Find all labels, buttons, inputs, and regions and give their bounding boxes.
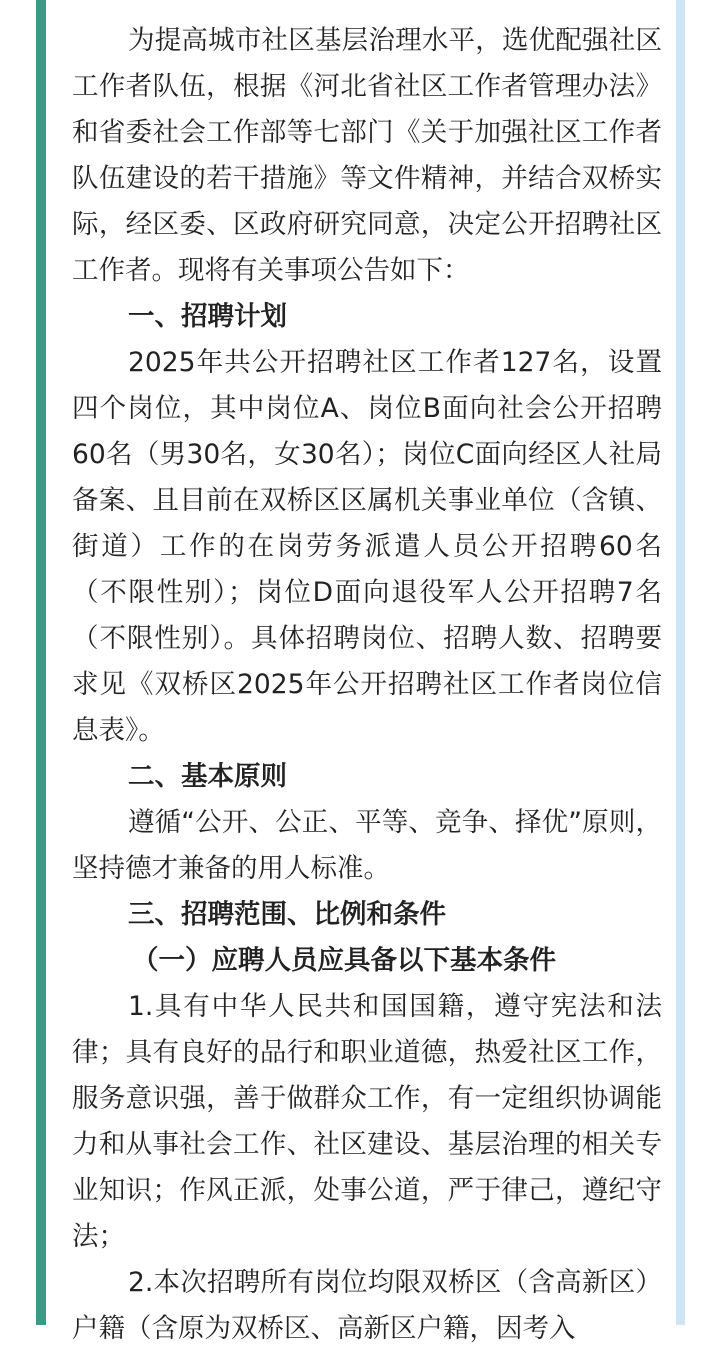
announcement-body [72, 18, 662, 1352]
section-heading-plan: 一、招聘计划 [128, 301, 287, 332]
section-heading-scope: 三、招聘范围、比例和条件 [128, 899, 446, 930]
right-scroll-track [676, 0, 685, 1325]
intro-paragraph: 为提高城市社区基层治理水平，选优配强社区工作者队伍，根据《河北省社区工作者管理办法》和省委社会工作部等七部门《关于加强社区工作者队伍建设的若干措施》等文件精神，并结合双桥实际，经区委、区政府研究同意，决定公开招聘社区工作者。现将有关事项公告如下： [72, 25, 662, 286]
subsection-heading-basic-conditions: （一）应聘人员应具备以下基本条件 [132, 945, 556, 976]
plan-paragraph: 2025年共公开招聘社区工作者127名，设置四个岗位，其中岗位A、岗位B面向社会公开招聘60名（男30名，女30名）；岗位C面向经区人社局备案、且目前在双桥区区属机关事业单位（含镇、街道）工作的在岗劳务派遣人员公开招聘60名（不限性别）；岗位D面向退役军人公开招聘7名（不限性别）。具体招聘岗位、招聘人数、招聘要求见《双桥区2025年公开招聘社区工作者岗位信息表》。 [72, 347, 662, 746]
principles-paragraph: 遵循“公开、公正、平等、竞争、择优”原则，坚持德才兼备的用人标准。 [72, 807, 662, 884]
section-heading-principles: 二、基本原则 [128, 761, 287, 792]
condition-item-1: 1.具有中华人民共和国国籍，遵守宪法和法律；具有良好的品行和职业道德，热爱社区工作，服务意识强，善于做群众工作，有一定组织协调能力和从事社会工作、社区建设、基层治理的相关专业知识；作风正派，处事公道，严于律己，遵纪守法； [72, 991, 662, 1252]
condition-item-2: 2.本次招聘所有岗位均限双桥区（含高新区）户籍（含原为双桥区、高新区户籍，因考入 [72, 1267, 662, 1344]
left-accent-bar [36, 0, 46, 1325]
